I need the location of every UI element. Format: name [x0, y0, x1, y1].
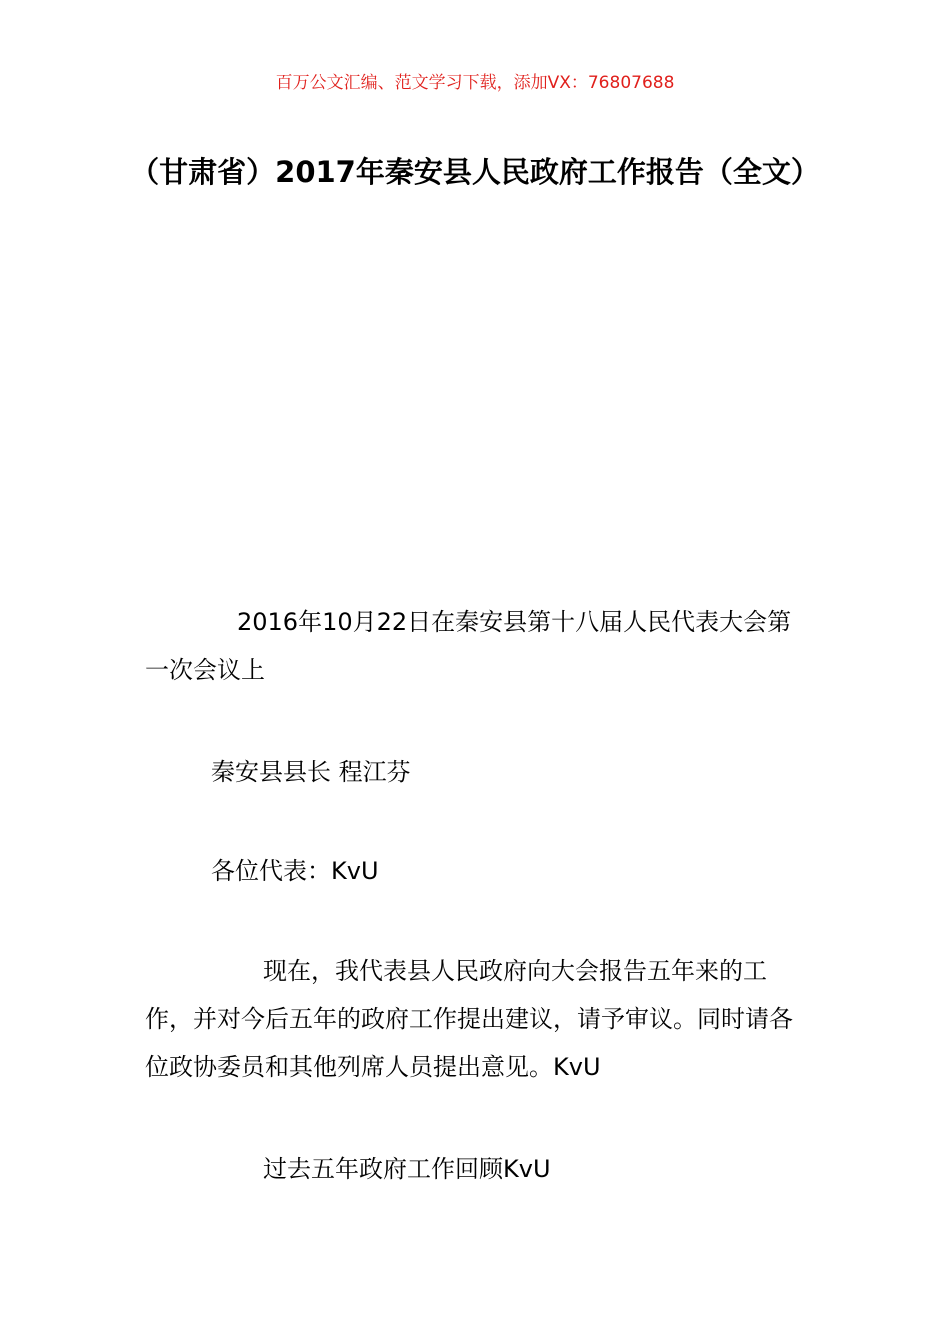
salutation-line: 各位代表：KvU: [211, 857, 379, 885]
opening-paragraph: 现在，我代表县人民政府向大会报告五年来的工作，并对今后五年的政府工作提出建议，请予审议。同时请各位政协委员和其他列席人员提出意见。KvU: [145, 957, 793, 1081]
date-venue-paragraph: 2016年10月22日在秦安县第十八届人民代表大会第一次会议上: [145, 608, 792, 684]
section-heading: 过去五年政府工作回顾KvU: [263, 1155, 551, 1183]
speaker-line: 秦安县县长 程江芬: [211, 758, 411, 786]
header-note: 百万公文汇编、范文学习下载，添加VX：76807688: [275, 73, 675, 93]
document-title: （甘肃省）2017年秦安县人民政府工作报告（全文）: [130, 155, 820, 189]
